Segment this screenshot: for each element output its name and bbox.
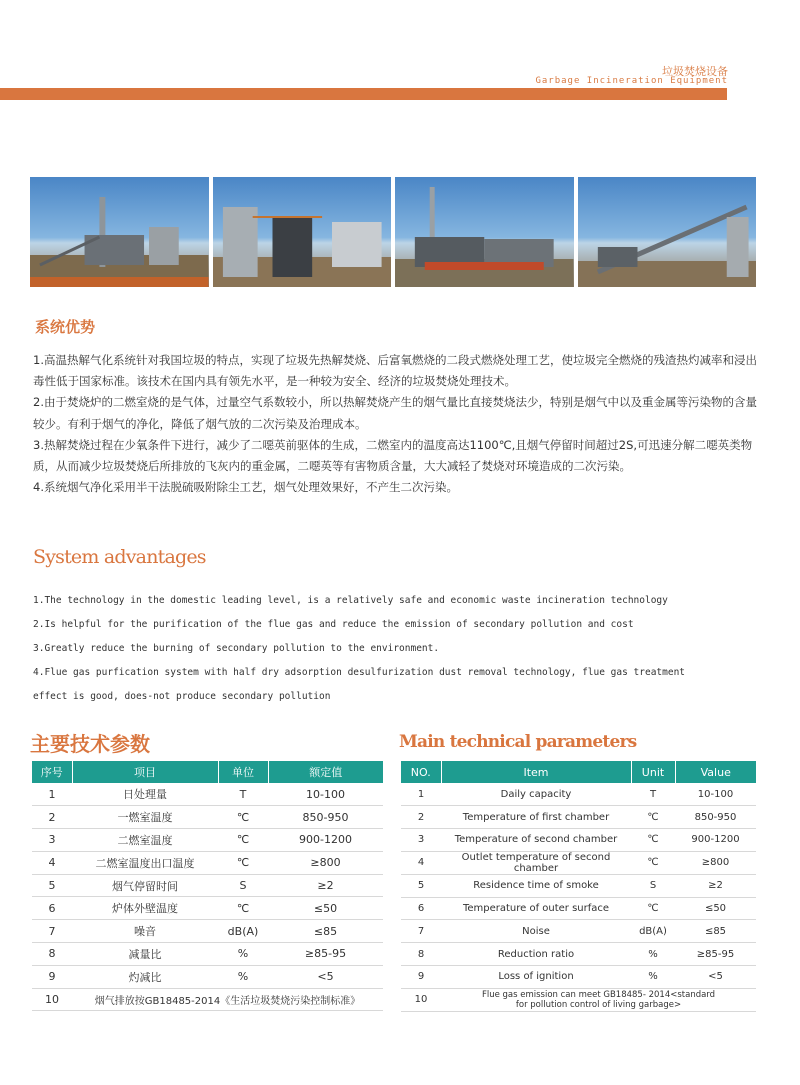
table-cell: dB(A) [631, 920, 675, 943]
table-cell: Temperature of first chamber [441, 806, 631, 829]
table-cell: 8 [32, 943, 72, 966]
table-cell: 900-1200 [675, 829, 756, 852]
table-cell: % [218, 965, 268, 988]
table-cell: ≤50 [268, 897, 383, 920]
table-cell: 6 [401, 897, 441, 920]
advantage-en-item: 3.Greatly reduce the burning of secondary pollution to the environment. [33, 643, 440, 654]
table-cell: 4 [401, 851, 441, 874]
table-row [401, 783, 756, 806]
table-row [32, 806, 383, 829]
table-cell: ℃ [631, 829, 675, 852]
table-cell: ≥85-95 [268, 943, 383, 966]
table-row [32, 874, 383, 897]
table-cell: 6 [32, 897, 72, 920]
table-cell: 9 [32, 965, 72, 988]
table-cell: Reduction ratio [441, 943, 631, 966]
header-cell: 项目 [72, 761, 218, 783]
table-cell: ℃ [218, 851, 268, 874]
table-cell [441, 988, 756, 1011]
photo-strip [30, 177, 756, 287]
table-cell: 900-1200 [268, 829, 383, 852]
table-cell: ℃ [631, 897, 675, 920]
table-cell: ≥2 [268, 874, 383, 897]
table-cell: ℃ [631, 851, 675, 874]
table-cell: <5 [268, 965, 383, 988]
table-row [32, 988, 383, 1011]
table-cell: Outlet temperature of second chamber [441, 851, 631, 874]
table-cell: ≥800 [268, 851, 383, 874]
table-cell: 7 [32, 920, 72, 943]
advantages-en-list [33, 589, 753, 709]
params-cn-title: 主要技术参数 [30, 732, 150, 756]
table-cell: 二燃室温度出口温度 [72, 851, 218, 874]
table-cell: 3 [401, 829, 441, 852]
header-cell: NO. [401, 761, 441, 783]
table-cell: 9 [401, 966, 441, 989]
advantage-cn-item: 2.由于焚烧炉的二燃室烧的是气体，过量空气系数较小，所以热解焚烧产生的烟气量比直接焚烧法少，特别是烟气中以及重金属等污染物的含量较少。有利于烟气的净化，降低了烟气放的二次污染及治理成本。 [33, 395, 757, 431]
table-cell: 1 [32, 783, 72, 806]
table-row [32, 965, 383, 988]
table-cell: dB(A) [218, 920, 268, 943]
table-cell: 850-950 [268, 806, 383, 829]
table-row [401, 943, 756, 966]
table-row [401, 920, 756, 943]
table-cell: ≤50 [675, 897, 756, 920]
table-cell: 7 [401, 920, 441, 943]
header-cell: Item [441, 761, 631, 783]
table-cell: ℃ [631, 806, 675, 829]
table-cell: ≤85 [268, 920, 383, 943]
table-row [32, 943, 383, 966]
table-row [32, 897, 383, 920]
table-cell: 8 [401, 943, 441, 966]
table-cell: 噪音 [72, 920, 218, 943]
table-cell: ℃ [218, 897, 268, 920]
table-cell: Residence time of smoke [441, 874, 631, 897]
table-cell: 减量比 [72, 943, 218, 966]
table-row [401, 806, 756, 829]
table-header-row [32, 761, 383, 783]
table-cell-line: Flue gas emission can meet GB18485- 2014<standard [481, 989, 716, 1000]
table-cell: ≥2 [675, 874, 756, 897]
table-cell: 10 [401, 988, 441, 1011]
advantage-en-item: 4.Flue gas purfication system with half dry adsorption desulfurization dust removal technology, flue gas treatment [33, 667, 686, 678]
params-en-title: Main technical parameters [399, 732, 637, 752]
table-cell: 10-100 [268, 783, 383, 806]
table-cell: 2 [32, 806, 72, 829]
table-cell: 烟气排放按GB18485-2014《生活垃圾焚烧污染控制标准》 [72, 988, 383, 1011]
table-cell: Daily capacity [441, 783, 631, 806]
header-title-en: Garbage Incineration Equipment [535, 76, 728, 86]
table-cell: Loss of ignition [441, 966, 631, 989]
table-cell: S [631, 874, 675, 897]
table-cell: 炉体外壁温度 [72, 897, 218, 920]
table-cell: 灼减比 [72, 965, 218, 988]
incinerator-photo-2 [213, 177, 392, 287]
table-row [32, 783, 383, 806]
table-cell: ≥85-95 [675, 943, 756, 966]
table-cell: 10-100 [675, 783, 756, 806]
table-row [401, 851, 756, 874]
table-cell: 850-950 [675, 806, 756, 829]
table-cell: 1 [401, 783, 441, 806]
table-cell: 一燃室温度 [72, 806, 218, 829]
table-cell: ≥800 [675, 851, 756, 874]
table-cell: S [218, 874, 268, 897]
incinerator-photo-3 [395, 177, 574, 287]
table-cell: 5 [32, 874, 72, 897]
table-cell: <5 [675, 966, 756, 989]
table-cell: Temperature of outer surface [441, 897, 631, 920]
table-cell: % [218, 943, 268, 966]
table-row [32, 851, 383, 874]
table-row [32, 920, 383, 943]
advantage-en-item: 2.Is helpful for the purification of the flue gas and reduce the emission of secondary pollution and cost [33, 619, 634, 630]
table-cell: T [631, 783, 675, 806]
table-cell: 3 [32, 829, 72, 852]
table-cell: Noise [441, 920, 631, 943]
advantage-cn-item: 1.高温热解气化系统针对我国垃圾的特点，实现了垃圾先热解焚烧、后富氧燃烧的二段式燃烧处理工艺，使垃圾完全燃烧的残渣热灼减率和浸出毒性低于国家标准。该技术在国内具有领先水平，是一种较为安全、经济的垃圾焚烧处理技术。 [33, 353, 757, 389]
table-cell: T [218, 783, 268, 806]
header-accent-bar [0, 88, 727, 100]
table-cell: 4 [32, 851, 72, 874]
table-row [401, 988, 756, 1011]
table-row [401, 897, 756, 920]
advantage-en-item: effect is good, does-not produce secondary pollution [33, 691, 331, 702]
header-cell: 序号 [32, 761, 72, 783]
header-cell: 额定值 [268, 761, 383, 783]
table-cell: 烟气停留时间 [72, 874, 218, 897]
advantages-cn-title: 系统优势 [35, 318, 96, 336]
table-cell: 二燃室温度 [72, 829, 218, 852]
table-cell: ℃ [218, 806, 268, 829]
table-cell: % [631, 966, 675, 989]
incinerator-photo-4 [578, 177, 757, 287]
params-en-table [401, 761, 756, 1012]
advantage-en-item: 1.The technology in the domestic leading level, is a relatively safe and economic waste incineration technology [33, 595, 668, 606]
incinerator-photo-1 [30, 177, 209, 287]
table-row [32, 829, 383, 852]
table-cell-line: for pollution control of living garbage> [515, 999, 682, 1010]
params-cn-table [32, 761, 383, 1011]
table-row [401, 874, 756, 897]
header-cell: Value [675, 761, 756, 783]
header-cell: Unit [631, 761, 675, 783]
table-cell: 2 [401, 806, 441, 829]
advantage-cn-item: 4.系统烟气净化采用半干法脱硫吸附除尘工艺，烟气处理效果好，不产生二次污染。 [33, 480, 458, 495]
table-cell: ℃ [218, 829, 268, 852]
table-cell: % [631, 943, 675, 966]
table-cell: ≤85 [675, 920, 756, 943]
advantage-cn-item: 3.热解焚烧过程在少氧条件下进行，减少了二噁英前驱体的生成，二燃室内的温度高达1100℃,且烟气停留时间超过2S,可迅速分解二噁英类物质，从而减少垃圾焚烧后所排放的飞灰内的重金属，二噁英等有害物质含量，大大减轻了焚烧对环境造成的二次污染。 [33, 437, 753, 474]
header-title-cn: 垃圾焚烧设备 [662, 65, 728, 78]
advantages-en-title: System advantages [33, 546, 206, 568]
table-cell: 日处理量 [72, 783, 218, 806]
table-header-row [401, 761, 756, 783]
table-cell: 10 [32, 988, 72, 1011]
table-row [401, 966, 756, 989]
table-row [401, 829, 756, 852]
advantages-cn-list [33, 350, 761, 498]
header-cell: 单位 [218, 761, 268, 783]
table-cell: Temperature of second chamber [441, 829, 631, 852]
table-cell: 5 [401, 874, 441, 897]
